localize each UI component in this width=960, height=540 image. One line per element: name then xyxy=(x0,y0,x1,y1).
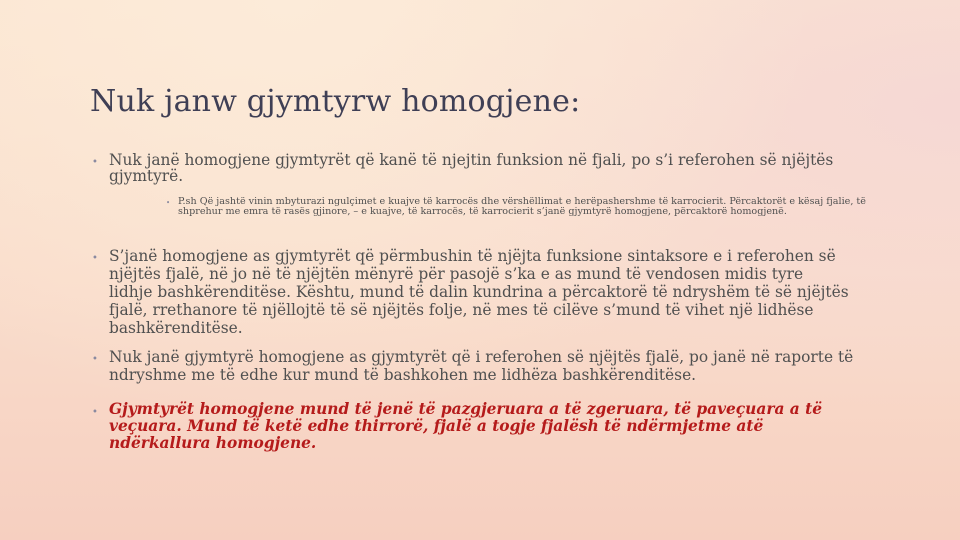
sub-bullet-item-1 xyxy=(166,196,898,218)
bullet-item-3 xyxy=(92,348,869,384)
sub-bullet-text: P.sh Që jashtë vinin mbyturazi ngulçimet e kuajve të karrocës dhe vërshëllimat e herëpashershme të karrocierit. Përcaktorët e kësaj fjalie, të shprehur me emra të rasës gjinore, – e kuajve, të karrocës, të karrocierit s’janë gjymtyrë homogjene, përcaktorë homogjenë. xyxy=(178,196,866,218)
bullet-dot-icon: • xyxy=(92,253,98,264)
bullet-dot-icon: • xyxy=(166,199,171,207)
bullet-dot-icon: • xyxy=(92,157,98,168)
bullet-text: Gjymtyrët homogjene mund të jenë të pazgjeruara a të zgeruara, të paveçuara a të veçuara. Mund të ketë edhe thirrorë, fjalë a togje fjalësh të ndërmjetme atë ndërkallura homogjene. xyxy=(109,400,823,452)
bullet-item-2 xyxy=(92,247,849,337)
bullet-item-emphasized xyxy=(92,400,869,452)
slide-title: Nuk janw gjymtyrw homogjene: xyxy=(90,84,581,119)
bullet-dot-icon: • xyxy=(92,407,98,418)
bullet-text: Nuk janë gjymtyrë homogjene as gjymtyrët që i referohen së njëjtës fjalë, po janë në raporte të ndryshme me të edhe kur mund të bashkohen me lidhëza bashkërenditëse. xyxy=(109,348,854,384)
bullet-text: S’janë homogjene as gjymtyrët që përmbushin të njëjta funksione sintaksore e i referohen së njëjtës fjalë, në jo në të njëjtën mënyrë për pasojë s’ka e as mund të vendosen midis tyre lidhje bashkërenditëse. Kështu, mund të dalin kundrina a përcaktorë të ndryshëm të së njëjtës fjalë, rrethanore të njëllojtë të së njëjtës folje, në mes të cilëve s’mund të vihet një lidhëse bashkërenditëse. xyxy=(109,247,849,337)
bullet-dot-icon: • xyxy=(92,354,98,365)
bullet-item-1 xyxy=(92,151,869,185)
bullet-text: Nuk janë homogjene gjymtyrët që kanë të njejtin funksion në fjali, po s’i referohen së njëjtës gjymtyrë. xyxy=(109,151,834,185)
